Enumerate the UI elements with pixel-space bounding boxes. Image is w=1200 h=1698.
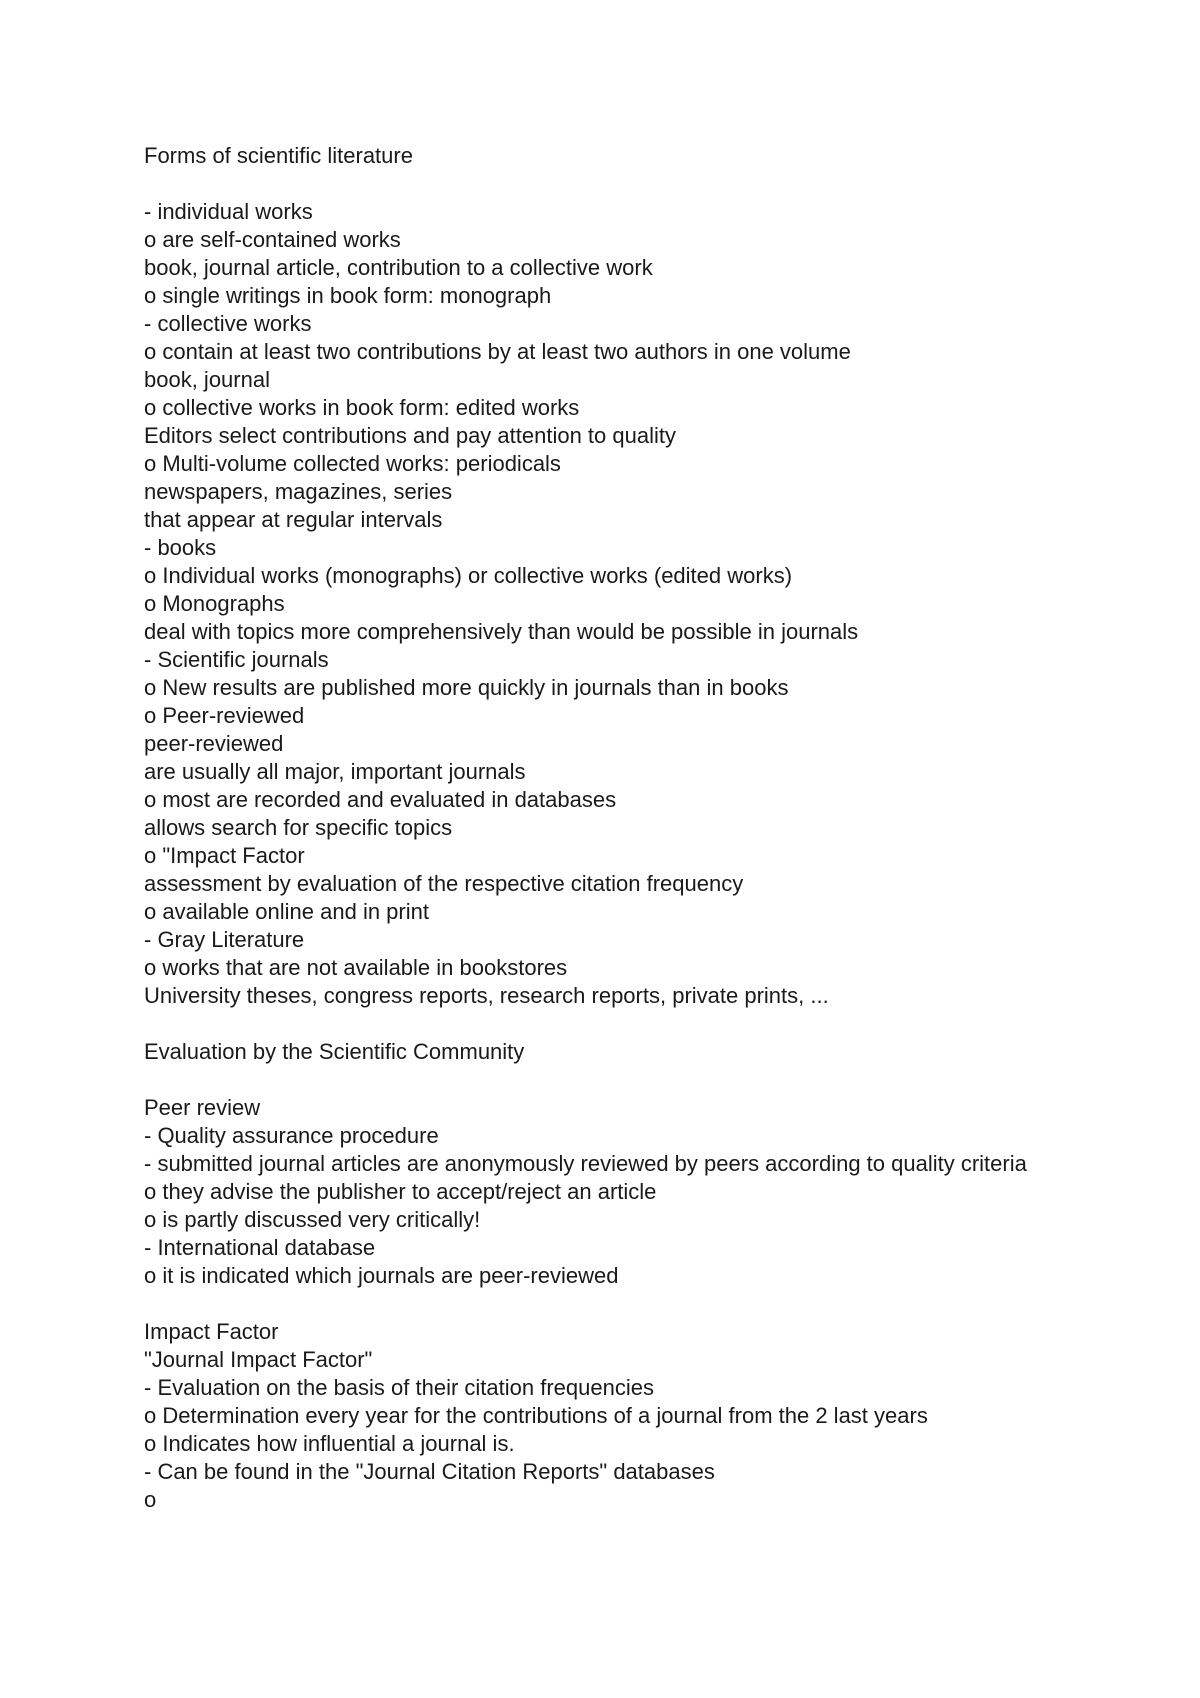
text-line: Peer review xyxy=(144,1095,261,1120)
blank-line xyxy=(144,170,1064,198)
text-line: o works that are not available in bookstores xyxy=(144,955,568,980)
text-line: book, journal xyxy=(144,367,270,392)
text-line: o contain at least two contributions by at least two authors in one volume xyxy=(144,339,851,364)
text-line: o xyxy=(144,1487,157,1512)
text-line: o single writings in book form: monograph xyxy=(144,283,552,308)
blank-line xyxy=(144,1010,1064,1038)
text-line: Evaluation by the Scientific Community xyxy=(144,1039,525,1064)
text-line: o are self-contained works xyxy=(144,227,401,252)
text-line: - Can be found in the "Journal Citation Reports" databases xyxy=(144,1459,715,1484)
text-line: o available online and in print xyxy=(144,899,429,924)
text-line: book, journal article, contribution to a collective work xyxy=(144,255,653,280)
text-line: Forms of scientific literature xyxy=(144,143,413,168)
text-line: - submitted journal articles are anonymously reviewed by peers according to quality criteria xyxy=(144,1151,1027,1176)
text-line: o Multi-volume collected works: periodicals xyxy=(144,451,561,476)
document-body xyxy=(144,142,1064,1514)
text-line: - individual works xyxy=(144,199,313,224)
text-line: Impact Factor xyxy=(144,1319,279,1344)
text-line: - Quality assurance procedure xyxy=(144,1123,439,1148)
text-line: o Determination every year for the contributions of a journal from the 2 last years xyxy=(144,1403,928,1428)
text-line: o Individual works (monographs) or collective works (edited works) xyxy=(144,563,793,588)
text-line: o "Impact Factor xyxy=(144,843,305,868)
text-line: - Scientific journals xyxy=(144,647,329,672)
text-line: o they advise the publisher to accept/reject an article xyxy=(144,1179,657,1204)
text-line: o most are recorded and evaluated in databases xyxy=(144,787,617,812)
text-line: Editors select contributions and pay attention to quality xyxy=(144,423,676,448)
text-line: - International database xyxy=(144,1235,376,1260)
text-line: "Journal Impact Factor" xyxy=(144,1347,373,1372)
text-line: o collective works in book form: edited works xyxy=(144,395,580,420)
text-line: o Monographs xyxy=(144,591,285,616)
text-line: allows search for specific topics xyxy=(144,815,453,840)
text-line: o Peer-reviewed xyxy=(144,703,305,728)
text-line: - Evaluation on the basis of their citation frequencies xyxy=(144,1375,654,1400)
text-line: o it is indicated which journals are peer-reviewed xyxy=(144,1263,619,1288)
text-line: - Gray Literature xyxy=(144,927,305,952)
text-line: assessment by evaluation of the respective citation frequency xyxy=(144,871,744,896)
text-line: o New results are published more quickly in journals than in books xyxy=(144,675,789,700)
blank-line xyxy=(144,1066,1064,1094)
text-line: deal with topics more comprehensively than would be possible in journals xyxy=(144,619,859,644)
text-line: are usually all major, important journals xyxy=(144,759,526,784)
text-line: peer-reviewed xyxy=(144,731,284,756)
blank-line xyxy=(144,1290,1064,1318)
text-line: o Indicates how influential a journal is. xyxy=(144,1431,515,1456)
text-line: University theses, congress reports, research reports, private prints, ... xyxy=(144,983,829,1008)
text-line: o is partly discussed very critically! xyxy=(144,1207,481,1232)
text-line: newspapers, magazines, series xyxy=(144,479,453,504)
text-line: - collective works xyxy=(144,311,312,336)
text-line: - books xyxy=(144,535,217,560)
text-line: that appear at regular intervals xyxy=(144,507,443,532)
